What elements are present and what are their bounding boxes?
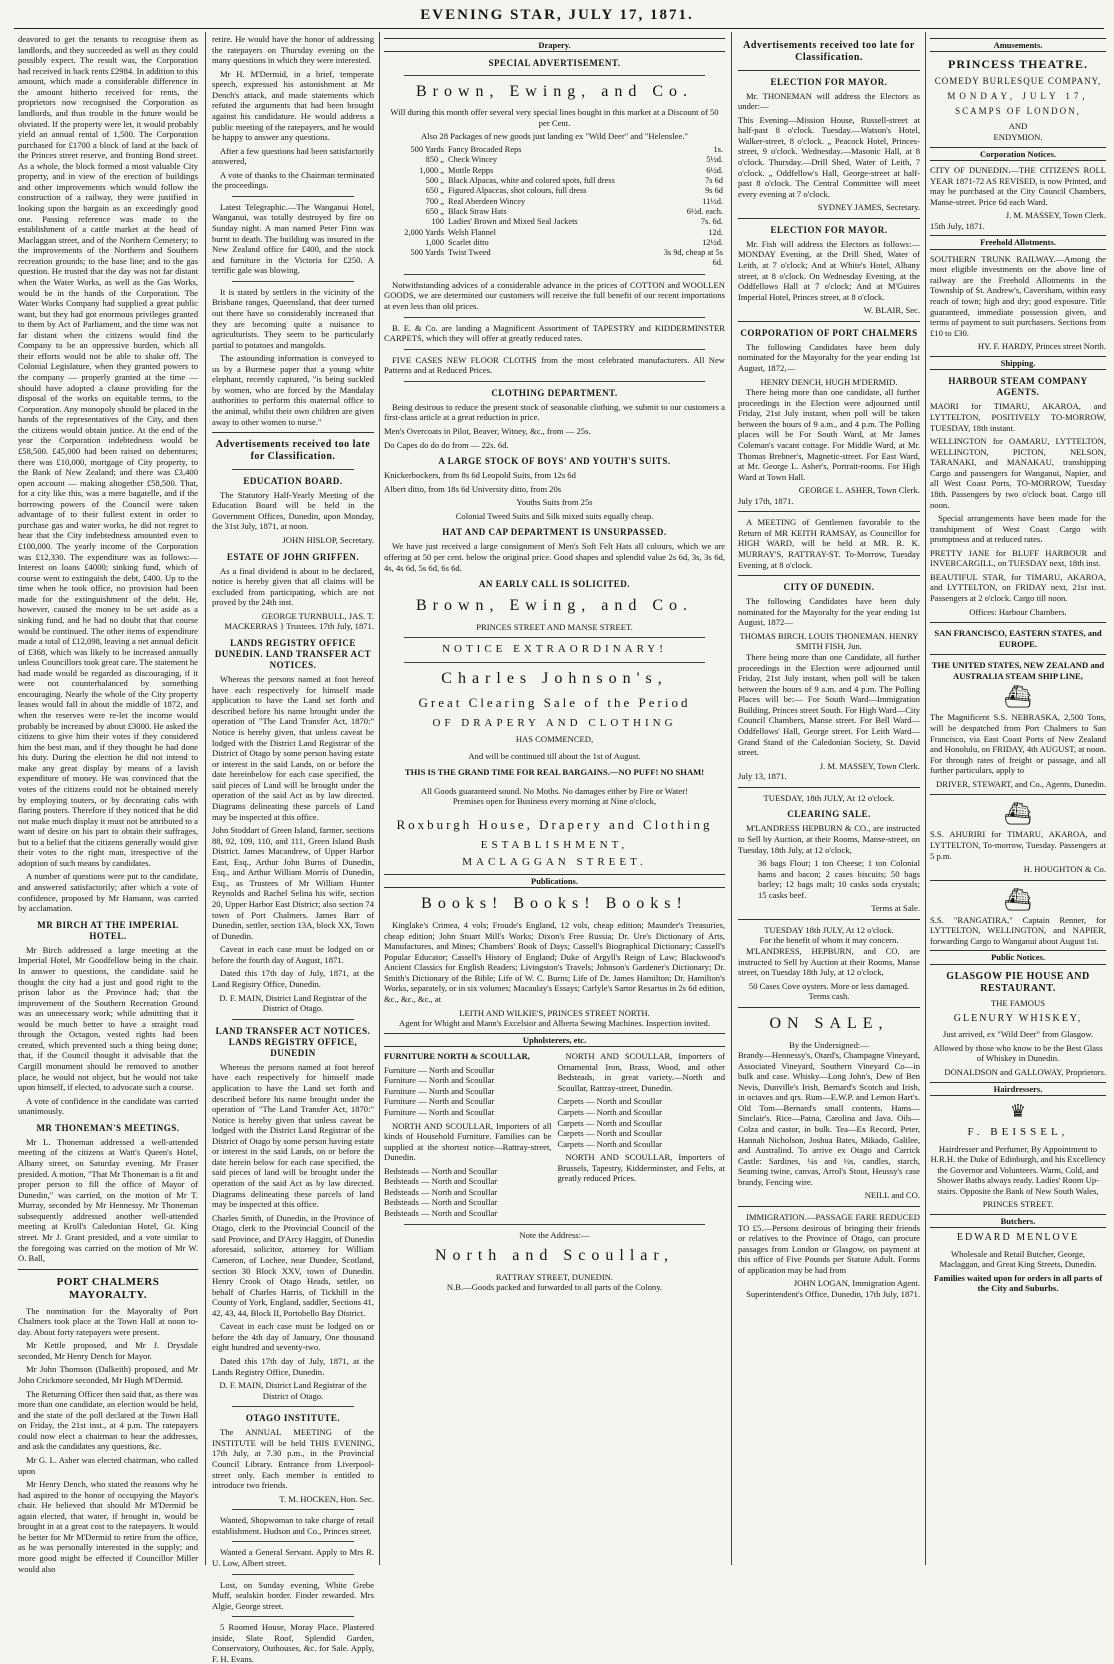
ad-text: FIVE CASES NEW FLOOR CLOTHS from the most celebrated manufacturers. All New Patterns and at Reduced Prices. xyxy=(384,354,725,376)
divider xyxy=(232,469,354,470)
goods-price: 12½d. xyxy=(702,237,723,247)
section-heading: Butchers. xyxy=(930,1214,1106,1228)
ad-list xyxy=(558,1096,726,1149)
divider xyxy=(232,1019,354,1020)
steamship-icon: ⛴ xyxy=(1004,801,1032,827)
goods-row xyxy=(384,197,725,207)
ad-title: ESTABLISHMENT, xyxy=(480,838,629,851)
ad-title: F. BEISSEL, xyxy=(967,1126,1069,1139)
ad-text: Dated this 17th day of July, 1871, at the Lands Registry Office, Dunedin. xyxy=(212,1356,374,1377)
ad-title: ELECTION FOR MAYOR. xyxy=(770,76,888,87)
upholstery-left xyxy=(384,1051,552,1218)
divider xyxy=(738,575,920,576)
ad-text: 50 Cases Cove oysters. More or less damaged. Terms cash. xyxy=(748,980,910,1002)
ad-text: Families waited upon for orders in all parts of the City and Suburbs. xyxy=(933,1272,1103,1294)
ad-title: MACLAGGAN STREET. xyxy=(462,856,647,869)
ad-text: S.S. AHURIRI for TIMARU, AKAROA, and LYTTELTON, To-morrow, Tuesday. Passengers at 5 p.m. xyxy=(930,829,1106,861)
ad-text: A MEETING of Gentlemen favorable to the Return of MR KEITH RAMSAY, as Councillor for HIGH WARD, will be held at MR. R. K. MURRAY'S, RATTRAY-ST. To-Morrow, Tuesday Evening, at 8 o'clock. xyxy=(738,517,920,570)
ad-text: Kinglake's Crimea, 4 vols; Froude's England, 12 vols, cheap edition; Maunder's Treasuries, cheap edition; John Stuart Mill's Works; Dixon's Free Russia; Dr. Ure's Dictionary of Arts, Manufactures, and Mines; Chambers' Book of Days; Cassell's Biographical Dictionary; Cassell's Popular Educator; Cassell's History of England; Duke of Argyll's Reign of Law; Blackwood's Ancient Classics for English Readers; Livingston's Travels; Johnson's Gardener's Dictionary; Dr. Smith's Dictionary of the Bible; Life of W. C. Burns; Life of Dr. James Hamilton; Dr. Hamilton's Works, separately, or in six volumes; Macaulay's Essays; Carlyle's Sartor Resartus in 2s 6d edition, &c., &c., &c., at xyxy=(384,920,725,1004)
goods-price: 1s. xyxy=(713,144,723,154)
divider xyxy=(404,637,705,638)
list-item: Bedsteads — North and Scoullar xyxy=(384,1165,498,1176)
ad-title: SPECIAL ADVERTISEMENT. xyxy=(488,58,621,69)
goods-quantity: 850 „ xyxy=(425,155,444,165)
article-text: Mr H. M'Dermid, in a brief, temperate speech, expressed his astonishment at Mr Dench's attack, and made statements which refuted the arguments that had been brought against his candidature. He would address a public meeting of the ratepayers, and he would be happy to answer any questions. xyxy=(212,68,374,143)
divider xyxy=(404,1224,705,1225)
steamship-icon: ⛴ xyxy=(1004,684,1032,710)
ad-title: ELECTION FOR MAYOR. xyxy=(770,224,888,235)
ad-title: NOTICE EXTRAORDINARY! xyxy=(442,643,667,656)
ad-text: S.S. "RANGATIRA," Captain Renner, for LYTTELTON, WELLINGTON, and NAPIER, forwarding Cargo to Wanganui about August 1st. xyxy=(930,914,1106,946)
ad-signature: GEORGE L. ASHER, Town Clerk. xyxy=(798,485,920,496)
article-text: Mr L. Thoneman addressed a well-attended meeting of the citizens at Watt's Queen's Hotel, Albany street, on Saturday evening. Mr Fraser presided. A motion, "That Mr Thoneman is a fit and proper person to fill the office of Mayor of Dunedin," was carried, on the motion of Mr T. Murray, seconded by Mr Hennessy. Mr Thoneman subsequently addressed another well-attended meeting at Kroll's Caledonian Hotel, Gt. King street. Mr J. Grant presided, and a vote similar to the foregoing was carried on the motion of Mr W. O. Ball, xyxy=(18,1136,198,1264)
ad-text: Albert ditto, from 18s 6d University ditto, from 20s xyxy=(384,483,562,494)
column-1 xyxy=(18,34,198,1574)
news-item: The astounding information is conveyed to us by a Burmese paper that a young white elephant, recently captured, "is being suckled by women, who are forced by the Mandalay authorities to perform this maternal office to the animal, whilst their own children are given away to other women to nurse." xyxy=(212,353,374,427)
ad-title: Books! Books! Books! xyxy=(421,895,688,913)
ad-text: M'LANDRESS HEPBURN & CO., are instructed to Sell by Auction, at their Rooms, Manse-street, on Tuesday, 18th July, at 12 o'clock, xyxy=(738,823,920,855)
column-divider xyxy=(731,32,732,1565)
list-item: Carpets — North and Scoullar xyxy=(557,1096,663,1107)
goods-description: Black Alpacas, white and colored spots, full dress xyxy=(448,175,615,185)
goods-row xyxy=(384,248,725,269)
article-text: A number of questions were put to the candidate, and answered satisfactorily; after which a vote of confidence, proposed by Mr Hamann, was carried by acclamation. xyxy=(18,871,198,914)
ad-text: Charles Smith, of Dunedin, in the Province of Otago, clerk to the Provincial Council of the said Province, and D'Arcy Haggitt, of Dunedin aforesaid, solicitor, attorney for William Cameron, of Lochee, near Dundee, Scotland, section 30 Block XXV, town of Dunedin. Henry Crook of Otago Heads, settler, on behalf of Charles Harris, of Tickhill in the County of York, England, saddler, Sections 41, 42, 43, 44, Block II, Portobello Bay District. xyxy=(212,1212,374,1318)
ad-text: NORTH AND SCOULLAR, Importers of Ornamental Iron, Brass, Wood, and other Bedsteads, in great variety.—North and Scoullar, Rattray-street, Dunedin. xyxy=(557,1051,725,1093)
theatre-name: PRINCESS THEATRE. xyxy=(948,57,1088,72)
article-heading: PORT CHALMERS MAYORALTY. xyxy=(56,1275,160,1302)
goods-description: Scarlet ditto xyxy=(448,237,489,247)
ad-title: HAT AND CAP DEPARTMENT IS UNSURPASSED. xyxy=(442,527,667,538)
section-heading: Corporation Notices. xyxy=(930,147,1106,161)
column-divider xyxy=(379,32,380,1565)
ad-title: LANDS REGISTRY OFFICE DUNEDIN. LAND TRANSFER ACT NOTICES. xyxy=(214,638,372,671)
goods-quantity: 100 xyxy=(431,217,444,227)
ad-title: OF DRAPERY AND CLOTHING xyxy=(432,716,677,729)
ad-text: Wanted a General Servant. Apply to Mrs R. U. Low, Albert street. xyxy=(212,1547,374,1568)
list-item: Carpets — North and Scoullar xyxy=(557,1117,663,1128)
ad-text: Hairdresser and Perfumer, By Appointment to H.R.H. the Duke of Edinburgh, and his Excellency the Governor and Volunteers. Warm, Cold, and Shower Baths always ready. Ladies' Room Up-stairs. Opposite the Bank of New South Wales, xyxy=(930,1143,1106,1196)
list-item: Bedsteads — North and Scoullar xyxy=(384,1208,498,1219)
article-text: Mr Birch addressed a large meeting at the Imperial Hotel, Mr Goodfellow being in the chair. In answer to questions, the candidate said he thought the city had a just and good right to the prison labor as the Province had; that the improvement of the Southern Recreation Ground was an unnecessary work; while admitting that it would be much better to have a straight road through the Octagon, vested rights had been created, which prevented such a thing being done; that, if the Council thought it advisable that the Cargill monument should be removed to another place, he would not object, but he would not take upon himself, if elected, to advocate such a course. xyxy=(18,944,198,1093)
ad-text: NORTH AND SCOULLAR, Importers of all kinds of Household Furniture. Families can be supplied at the shortest notice—Rattray-street, Dunedin. xyxy=(384,1120,552,1163)
goods-price: 9s 6d xyxy=(705,186,723,196)
divider xyxy=(404,274,705,275)
ad-title: COMEDY BURLESQUE COMPANY, xyxy=(934,76,1102,87)
ad-text: N.B.—Goods packed and forwarded to all parts of the Colony. xyxy=(446,1282,663,1293)
ad-text: Terms at Sale. xyxy=(871,903,920,914)
ad-text: As a final dividend is about to be declared, notice is hereby given that all claims will be excluded from participating, which are not proved by the 24th inst. xyxy=(212,565,374,608)
ad-text: And will be continued till about the 1st of August. xyxy=(468,750,641,761)
ad-text: Dated this 17th day of July, 1871, at the Land Registry Office, Dunedin. xyxy=(212,968,374,989)
article-text: The nomination for the Mayoralty of Port Chalmers took place at the Town Hall at noon to-day. About forty ratepayers were present. xyxy=(18,1305,198,1337)
ad-title: HARBOUR STEAM COMPANY AGENTS. xyxy=(948,376,1088,398)
list-item: Carpets — North and Scoullar xyxy=(557,1128,663,1139)
ad-text: We have just received a large consignment of Men's Soft Felt Hats all colours, which we are offering at 50 per cent. below the original price. Good shapes and splendid value 2s 6d, 3s, 3s 6d, 4s, 4s 6d, 5s 6d, 6s 6d. xyxy=(384,541,725,573)
ad-text: BEAUTIFUL STAR, for TIMARU, AKAROA, and LYTTELTON, on FRIDAY next, 21st inst. Passengers at 2 o'clock. Cargo till noon. xyxy=(930,571,1106,603)
upholstery-ads xyxy=(384,1051,725,1218)
ad-text: THIS IS THE GRAND TIME FOR REAL BARGAINS.—NO PUFF! NO SHAM! xyxy=(404,767,705,778)
ad-text: LEITH AND WILKIE'S, PRINCES STREET NORTH. xyxy=(459,1007,650,1018)
goods-price: 3s 9d, cheap at 5s 6d. xyxy=(663,248,723,268)
section-heading: Hairdressers. xyxy=(930,1082,1106,1096)
section-heading: Amusements. xyxy=(930,38,1106,52)
list-item: Furniture — North and Scoullar xyxy=(384,1096,495,1107)
ad-date: MONDAY, JULY 17, xyxy=(947,91,1089,102)
divider xyxy=(738,511,920,512)
royal-crest-icon: ♛ xyxy=(1009,1101,1027,1121)
ad-text: Note the Address:— xyxy=(519,1229,590,1240)
divider xyxy=(232,1574,354,1575)
list-item: Carpets — North and Scoullar xyxy=(557,1106,663,1117)
goods-quantity: 500 Yards xyxy=(410,248,444,258)
ad-text: Mr. THONEMAN will address the Electors as under:— xyxy=(738,90,920,112)
ad-title: OTAGO INSTITUTE. xyxy=(245,1413,341,1424)
article-text: The Returning Officer then said that, as there was more than one candidate, an election would be held, and the state of the poll declared at the Town Hall on Friday, the 21st inst., at 4 p.m. The ratepayers could now elect a chairman to hear the addresses, and ask the candidates any questions, &c. xyxy=(18,1388,198,1452)
steamship-icon: ⛴ xyxy=(1004,886,1032,912)
column-divider xyxy=(925,32,926,1565)
divider xyxy=(212,432,374,433)
ad-text: Wanted, Shopwoman to take charge of retail establishment. Hudson and Co., Princes street. xyxy=(212,1515,374,1536)
list-item: Carpets — North and Scoullar xyxy=(557,1138,663,1149)
ad-text: John Stoddart of Green Island, farmer, sections 88, 92, 109, 110, and 111, Green Island Bush District. James Macandrew, of Upper Harbor East, Esq., Arthur John Burns of Dunedin, Esq., and Arthur William Morris of Dunedin, Esq., as Trustees of Mr William Hunter Reynolds and Rachel Selina his wife, section 20, Upper Harbor East District; also section 74 town of Port Chalmers. James Barr of Dunedin, settler, section 13A, block XX, Town of Dunedin. xyxy=(212,825,374,941)
ad-date: 15th July, 1871. xyxy=(930,220,985,231)
list-item: Bedsteads — North and Scoullar xyxy=(384,1186,498,1197)
upholstery-right xyxy=(558,1051,726,1218)
goods-row xyxy=(384,155,725,165)
firm-name: Brown, Ewing, and Co. xyxy=(415,597,694,615)
divider xyxy=(232,1509,354,1510)
goods-description: Welsh Flannel xyxy=(448,227,496,237)
ad-list xyxy=(384,1166,552,1219)
article-text: Mr John Thomson (Dalkeith) proposed, and Mr John Crickmore seconded, Mr Hugh M'Dermid. xyxy=(18,1364,198,1386)
divider xyxy=(930,880,1106,881)
ad-title: GLENURY WHISKEY, xyxy=(953,1013,1083,1024)
list-item: Bedsteads — North and Scoullar xyxy=(384,1176,498,1187)
ad-text: Premises open for Business every morning at Nine o'clock, xyxy=(452,796,657,807)
ad-title: A LARGE STOCK OF BOYS' AND YOUTH'S SUITS. xyxy=(438,456,671,467)
ad-text: 36 bags Flour; 1 ton Cheese; 1 ton Colonial hams and bacon; 2 cases biscuits; 50 bags barley; 12 bags malt; 10 casks soda crystals; 15 casks beef. xyxy=(758,858,920,900)
ad-date: TUESDAY, 18th JULY, At 12 o'clock. xyxy=(763,792,895,803)
ad-text: Caveat in each case must be lodged on or before the fourth day of August, 1871. xyxy=(212,944,374,965)
goods-quantity: 700 „ xyxy=(425,196,444,206)
ad-signature: GEORGE TURNBULL, JAS. T. MACKERRAS } Trustees. 17th July, 1871. xyxy=(224,610,374,632)
divider xyxy=(930,794,1106,795)
ad-signature: HY. F. HARDY, Princes street North. xyxy=(977,341,1106,352)
article-text: A vote of confidence in the candidate was carried unanimously. xyxy=(18,1095,198,1117)
column-2 xyxy=(212,34,374,1664)
ad-text: Mr. Fish will address the Electors as follows:— MONDAY Evening, at the Drill Shed, Water of Leith, at 7 o'clock; And at White's Hotel, Albany street, at 8 o'clock. On Wednesday Evening, at the Oddfellows Hall at 7 o'clock; And at M'Guires Imperial Hotel, Princes street, at 8 o'clock. xyxy=(738,238,920,302)
goods-description: Black Straw Hats xyxy=(448,206,507,216)
column-divider xyxy=(205,32,206,1565)
ad-text: This Evening—Mission House, Russell-street at half-past 8 o'clock. Tuesday.—Watson's Hotel, Walker-street, 8 o'clock. „ Peacock Hotel, Princes-street, 9 o'clock. Wednesday.—Masonic Hall, at 8 o'clock. Thursday.—Drill Shed, Water of Leith, 7 o'clock. „ Oddfellow's Hall, George-street at half-past 8 o'clock. The Central Committee will meet every evening at 7 o'clock. xyxy=(738,114,920,199)
divider xyxy=(930,622,1106,623)
news-item: Latest Telegraphic.—The Wanganui Hotel, Wanganui, was totally destroyed by fire on Sunday night. A man named Peter Finn was burnt to death. The building was insured in the New Zealand office for £400, and the stock and furniture in the Victoria for £250. A terrific gale was blowing. xyxy=(212,201,374,276)
divider xyxy=(738,70,920,71)
ad-text: 5 Roomed House, Moray Place. Plastered inside, Slate Roof, Splendid Garden, Conservatory, Outhouses, &c. for Sale. Apply, F. H. Evans. xyxy=(212,1622,374,1664)
ad-text: Wholesale and Retail Butcher, George, Maclaggan, and Great King Streets, Dunedin. xyxy=(939,1248,1097,1270)
section-heading: Shipping. xyxy=(930,356,1106,370)
ad-text: IMMIGRATION.—PASSAGE FARE REDUCED TO £5.—Persons desirous of bringing their friends or relatives to the Province of Otago, can procure passages from London or Glasgow, on payment at this office of Five Pounds per Statute Adult. Forms of application may be had from xyxy=(738,1211,920,1275)
article-text: Mr G. L. Asher was elected chairman, who called upon xyxy=(18,1454,198,1476)
ad-title: ENDYMION. xyxy=(993,131,1043,142)
ad-text: Youths Suits from 25s xyxy=(516,497,593,508)
ad-text: There being more than one Candidate, all further proceedings in the Election were adjourned until Friday, 21st July instant, when poll will be taken between the hours of 9 a.m. and 4 p.m. The Polling Places will be:— For South Ward—Immigration Building, Princes street South. For High Ward—City Council Chambers, Manse street. For Bell Ward—Oddfellows' Hall, George street. For Leith Ward—Grand Stand of the Caledonian Society, St. David street. xyxy=(738,652,920,758)
goods-quantity: 650 „ xyxy=(425,186,444,196)
goods-description: Figured Alpaccas, shot colours, full dress xyxy=(448,186,587,196)
goods-row xyxy=(384,207,725,217)
goods-quantity: 1,000 xyxy=(425,237,444,247)
divider xyxy=(738,1206,920,1207)
ad-title: CORPORATION OF PORT CHALMERS xyxy=(740,327,918,338)
ad-title: ON SALE, xyxy=(769,1014,889,1032)
firm-name: Brown, Ewing, and Co. xyxy=(415,82,694,100)
article-heading: MR THONEMAN'S MEETINGS. xyxy=(36,1122,180,1133)
ad-text: Whereas the persons named at foot hereof have each respectively for himself made application to have the Land set forth and described before his name brought under the operation of "The Land Transfer Act, 1870:" Notice is hereby given, that unless caveat be lodged with the District Land Registrar of the District of Otago by some person having estate or interest in the said Lands, on or before the date hereinbelow for each case specified, the said pieces of Land will be brought under the operation of the said Act as by law directed. Diagrams delineating these parcels of Land may be inspected at this office. xyxy=(212,674,374,822)
goods-price: 11½d. xyxy=(702,196,723,206)
goods-description: Twist Tweed xyxy=(448,248,491,258)
firm-address: PRINCES STREET. xyxy=(982,1199,1054,1210)
divider xyxy=(930,654,1106,655)
section-heading: Freehold Allotments. xyxy=(930,235,1106,249)
goods-description: Mottle Repps xyxy=(448,165,494,175)
ad-text: There being more than one candidate, all further proceedings in the Election were adjourned until Friday, 21st July instant, when poll will be taken between the hours of 9 a.m., and 4 p.m. The Polling places will be For South Ward, at Mr James Coleman's vacant cottage. For Middle Ward, at Mr. Thomas Brebner's, Magnetic-street. For East Ward, at Mr. George L. Asher's, Portrait-rooms. For High Ward at Town Hall. xyxy=(738,387,920,482)
section-heading: Advertisements received too late for Classification. xyxy=(215,439,371,463)
ad-signature: T. M. HOCKEN, Hon. Sec. xyxy=(279,1493,374,1504)
goods-table xyxy=(384,145,725,269)
divider xyxy=(232,1406,354,1407)
goods-quantity: 650 „ xyxy=(425,206,444,216)
goods-row xyxy=(384,217,725,227)
ad-title: SCAMPS OF LONDON, xyxy=(955,106,1081,117)
masthead: EVENING STAR, JULY 17, 1871. xyxy=(420,7,694,23)
column-4 xyxy=(738,34,920,1564)
news-item: It is stated by settlers in the vicinity of the Brisbane ranges, Queensland, that deer turned out there have so considerably increased that they are becoming quite a nuisance to agriculturists. They seem to be particularly partial to potatoes and mangolds. xyxy=(212,286,374,350)
ad-text: Men's Overcoats in Pilot, Beaver, Witney, &c., from — 25s. xyxy=(384,425,591,436)
ad-text: Will during this month offer several very special lines bought in this market at a Discount of 50 per Cent. xyxy=(390,107,719,128)
article-text: Mr Henry Dench, who stated the reasons why he had aspired to the honor of occupying the Mayor's chair. He believed that should Mr M'Dermid be again elected, that water, if brought in, would be brought in at a great cost to the ratepayers. It would be better for Mr M'Dermid to retire from the office, as he was personally interested in the supply; and more good might be effected if Councillor Miller would also xyxy=(18,1479,198,1574)
ad-text: Knickerbockers, from 8s 6d Leopold Suits, from 12s 6d xyxy=(384,470,576,481)
ad-title: CLOTHING DEPARTMENT. xyxy=(491,387,618,398)
goods-description: Ladies' Brown and Mixed Seal Jackets xyxy=(448,217,578,227)
firm-name: Roxburgh House, Drapery and Clothing xyxy=(396,816,713,832)
divider xyxy=(404,317,705,318)
ad-date: TUESDAY 18th JULY, At 12 o'clock. xyxy=(764,924,894,935)
ad-text: THE FAMOUS xyxy=(990,998,1046,1009)
ad-signature: DRIVER, STEWART, and Co., Agents, Dunedin. xyxy=(936,778,1106,789)
ad-title: EDWARD MENLOVE xyxy=(956,1232,1080,1244)
article-heading: MR BIRCH AT THE IMPERIAL HOTEL. xyxy=(37,919,179,941)
list-item: Furniture — North and Scoullar xyxy=(384,1085,495,1096)
ad-title: GLASGOW PIE HOUSE AND RESTAURANT. xyxy=(946,970,1090,995)
ad-text: Notwithstanding advices of a considerable advance in the prices of COTTON and WOOLLEN GOODS, we are determined our customers will receive the full benefit of our recent importations at even less than old prices. xyxy=(384,279,725,311)
ad-text: Just arrived, ex "Wild Deer" from Glasgow. xyxy=(942,1029,1094,1040)
ad-text: AND xyxy=(1008,121,1028,132)
ad-text: The following Candidates have been duly nominated for the Mayoralty for the year ending 1st August, 1872— xyxy=(738,596,920,628)
divider xyxy=(404,381,705,382)
ad-text: By the Undersigned:— xyxy=(789,1039,869,1050)
ad-text: Do Capes do do do from — 22s. 6d. xyxy=(384,439,509,450)
ad-text: The Statutory Half-Yearly Meeting of the Education Board will be held in the Government Offices, Dunedin, upon Monday, the 31st July, 1871, at noon. xyxy=(212,489,374,532)
divider xyxy=(404,349,705,350)
ad-text: Also 28 Packages of new goods just landing ex "Wild Deer" and "Helenslee." xyxy=(421,131,688,142)
divider xyxy=(738,787,920,788)
ad-signature: J. M. MASSEY, Town Clerk. xyxy=(819,760,920,771)
ad-title: THE UNITED STATES, NEW ZEALAND and AUSTRALIA STEAM SHIP LINE, xyxy=(931,660,1105,681)
list-item: Furniture — North and Scoullar xyxy=(384,1075,495,1086)
divider xyxy=(232,1541,354,1542)
ad-signature: W. BLAIR, Sec. xyxy=(863,305,920,316)
ad-text: Brandy—Hennessy's, Otard's, Champagne Vineyard, Associated Vineyard, Southern Vineyard Co—in bulk and case. Whisky—Long John's, Dew of Ben Nevis, Dunville's Irish, Bernard's Scotch and Irish, in octaves and qrs. Rum—E.W.P. and Lemon Hart's. Old Tom—Bernard's small contents. Hams—Sinclair's. Rice—Patna, Carolina and Java. Oils—Colza and castor, in bulk. Tea—Ex Record, Peter, Hannah Nicholson, Joshua Bates, Mikado, Galilee, and Australind. To arrive ex Otago and Carrick Castle: Sardines, ¼s and ½s, candles, starch, Seaming twine, canvas, Arrol's Stout, Heussy's case brandy, Fencing wire. xyxy=(738,1050,920,1187)
section-heading: Upholsterers, etc. xyxy=(384,1033,725,1047)
ad-title: LAND TRANSFER ACT NOTICES. LANDS REGISTRY OFFICE, DUNEDIN xyxy=(215,1025,371,1058)
goods-description: Fancy Brocaded Reps xyxy=(448,144,522,154)
goods-row xyxy=(384,145,725,155)
goods-row xyxy=(384,238,725,248)
ad-text: HENRY DENCH, HUGH M'DERMID. xyxy=(760,376,898,387)
ad-signature: JOHN HISLOP, Secretary. xyxy=(282,535,374,546)
goods-price: 12d. xyxy=(708,227,723,237)
list-item: Bedsteads — North and Scoullar xyxy=(384,1197,498,1208)
ad-title: ESTATE OF JOHN GRIFFEN. xyxy=(226,551,360,562)
goods-row xyxy=(384,176,725,186)
ad-text: The ANNUAL MEETING of the INSTITUTE will be held THIS EVENING, 17th July, at 7.30 p.m., in the Provincial Council Library. Entrance from Liverpool-street only. Each member is entitled to introduce two friends. xyxy=(212,1427,374,1491)
ad-signature: D. F. MAIN, District Land Registrar of the District of Otago. xyxy=(219,1380,367,1401)
ad-title: AN EARLY CALL IS SOLICITED. xyxy=(478,579,631,590)
goods-price: 5½d. xyxy=(706,155,723,165)
goods-price: 7s 6d xyxy=(705,175,723,185)
ad-text: All Goods guaranteed sound. No Moths. No damages either by Fire or Water! xyxy=(421,785,688,796)
section-heading: Public Notices. xyxy=(930,950,1106,964)
ad-text: Caveat in each case must be lodged on or before the 4th day of January, One thousand eight hundred and seventy-two. xyxy=(212,1321,374,1353)
column-5 xyxy=(930,34,1106,1564)
article-text: Mr Kettle proposed, and Mr J. Drysdale seconded, Mr Henry Dench for Mayor. xyxy=(18,1340,198,1361)
goods-quantity: 1,000 „ xyxy=(419,165,444,175)
ad-text: NORTH AND SCOULLAR, Importers of Brussels, Tapestry, Kidderminster, and Felts, at greatly reduced Prices. xyxy=(557,1152,725,1184)
ad-text: The Magnificent S.S. NEBRASKA, 2,500 Tons, will be despatched from Port Chalmers to San Francisco, via East Coast Ports of New Zealand and Honolulu, on FRIDAY, 4th AUGUST, at noon. For through rates of freight or passage, and all further particulars, apply to xyxy=(930,712,1106,776)
divider xyxy=(18,1269,198,1270)
goods-row xyxy=(384,228,725,238)
firm-name: North and Scoullar, xyxy=(434,1247,675,1265)
firm-address: RATTRAY STREET, DUNEDIN. xyxy=(495,1271,614,1282)
ad-title: CITY OF DUNEDIN. xyxy=(783,582,875,593)
ad-title: Great Clearing Sale of the Period xyxy=(418,694,691,710)
column-3 xyxy=(384,34,725,1564)
article-text: retire. He would have the honor of addressing the ratepayers on Thursday evening on the many questions in which they were interested. xyxy=(212,34,374,66)
section-heading: Advertisements received too late for Classification. xyxy=(743,40,915,64)
ad-signature: JOHN LOGAN, Immigration Agent. Superintendent's Office, Dunedin, 17th July, 1871. xyxy=(746,1278,920,1299)
ad-text: MAORI for TIMARU, AKAROA, and LYTTELTON, POSITIVELY TO-MORROW, TUESDAY, 18th instant. xyxy=(930,401,1106,433)
ad-text: Lost, on Sunday evening, White Grebe Muff, sealskin border. Finder rewarded. Mrs Algie, George street. xyxy=(212,1579,374,1611)
ad-text: THOMAS BIRCH. LOUIS THONEMAN. HENRY SMITH FISH, Jun. xyxy=(739,630,919,652)
section-heading: Publications. xyxy=(384,874,725,888)
ad-signature: NEILL and CO. xyxy=(864,1190,920,1201)
ad-text: B. E. & Co. are landing a Magnificent Assortment of TAPESTRY and KIDDERMINSTER CARPETS, which they will offer at greatly reduced rates. xyxy=(384,322,725,344)
ad-signature: SYDNEY JAMES, Secretary. xyxy=(817,202,920,213)
ad-title: CLEARING SALE. xyxy=(787,809,871,820)
ad-signature: DONALDSON and GALLOWAY, Proprietors. xyxy=(944,1066,1106,1077)
ad-text: Whereas the persons named at foot hereof have each respectively for himself made application to have the Land set forth and described before his name brought under the operation of "The Land Transfer Act, 1870:" Notice is hereby given that unless caveat be lodged with the District Land Registrar of the District of Otago by some person having estate or interest in the said Lands, on or before the date herein below for each case specified, the said pieces of land will be brought under the operation of the said Act as by law directed. Diagrams delineating these parcels of land may be inspected at this office. xyxy=(212,1061,374,1210)
divider xyxy=(232,1616,354,1617)
article-text: A vote of thanks to the Chairman terminated the proceedings. xyxy=(212,169,374,191)
ad-text: Offices: Harbour Chambers. xyxy=(969,606,1067,617)
ad-text: WELLINGTON for OAMARU, LYTTELTON, WELLINGTON, PICTON, NELSON, TARANAKI, and MANAKAU, transhipping Cargo and passengers for Wanganui, Napier, and all West Coast Ports, TO-MORROW, Tuesday 18th. Passengers by two o'clock boat. Cargo till noon. xyxy=(930,436,1106,510)
ad-text: The following Candidates have been duly nominated for the Mayoralty for the year ending 1st August, 1872,— xyxy=(738,341,920,374)
ad-signature: D. F. MAIN, District Land Registrar of the District of Otago. xyxy=(219,992,367,1014)
ad-text: Colonial Tweed Suits and Silk mixed suits equally cheap. xyxy=(455,510,654,521)
section-heading: Drapery. xyxy=(384,38,725,52)
goods-quantity: 500 „ xyxy=(425,175,444,185)
goods-quantity: 2,000 Yards xyxy=(404,227,444,237)
ad-text: PRETTY JANE for BLUFF HARBOUR and INVERCARGILL, on TUESDAY next, 18th inst. xyxy=(930,547,1106,569)
goods-price: 6½d. each. xyxy=(686,206,723,216)
firm-address: PRINCES STREET AND MANSE STREET. xyxy=(476,621,633,632)
divider xyxy=(404,662,705,663)
goods-row xyxy=(384,166,725,176)
ad-text: HAS COMMENCED, xyxy=(515,734,594,745)
divider xyxy=(738,321,920,322)
ad-title: FURNITURE NORTH & SCOULLAR, xyxy=(384,1051,530,1062)
goods-description: Real Aberdeen Wincey xyxy=(448,196,526,206)
ad-date: July 17th, 1871. xyxy=(738,495,794,506)
divider xyxy=(232,196,354,197)
ad-signature: H. HOUGHTON & Co. xyxy=(1023,864,1106,875)
divider xyxy=(738,1007,920,1008)
ad-title: SAN FRANCISCO, EASTERN STATES, and EUROPE. xyxy=(934,628,1102,649)
ad-text: Being desirous to reduce the present stock of seasonable clothing, we submit to our customers a first-class article at a great reduction in price. xyxy=(384,401,725,423)
ad-text: SOUTHERN TRUNK RAILWAY.—Among the most eligible investments on the above line of railway are the Freehold Allotments in the Township of St. Andrew's, Caversham, within easy reach of town; high and dry; good exposure. Title guaranteed, immediate possession given, and terms of payment to suit purchasers. Sections from £10 to £30. xyxy=(930,253,1106,338)
divider xyxy=(404,75,705,76)
firm-name: Charles Johnson's, xyxy=(441,669,668,687)
divider xyxy=(738,919,920,920)
ad-text: Allowed by those who know to be the Best Glass of Whiskey in Dunedin. xyxy=(933,1042,1103,1064)
ad-text: For the benefit of whom it may concern. xyxy=(759,935,899,946)
article-text: After a few questions had been satisfactorily answered, xyxy=(212,145,374,167)
ad-text: Special arrangements have been made for the transhipment of West Coast Cargo with promptness and at reduced rates. xyxy=(930,513,1106,545)
divider xyxy=(738,218,920,219)
ad-signature: J. M. MASSEY, Town Clerk. xyxy=(1005,210,1106,221)
goods-description: Check Wincey xyxy=(448,155,498,165)
ad-list xyxy=(384,1065,552,1118)
divider xyxy=(232,281,354,282)
ad-text: CITY OF DUNEDIN.—THE CITIZEN'S ROLL YEAR 1871-72 AS REVISED, is now Printed, and may be purchased at the City Council Chambers, Manse-street. Price 6d each Ward. xyxy=(930,164,1106,207)
article-text: deavored to get the tenants to recognise them as landlords, and they succeeded as well as they could possibly expect. The result was, the Corporation had received in back rents £2984. In addition to this amount, which made a considerable difference in the amount hitherto received for rents, the proprietors now recognised the Corporation as landlords, and thus trouble in the future would be obviated. If the property were let, it would probably yield an annual rental of 1,500. The Corporation purchased for £1700 a block of land at the back of the Princes street reserve, and fronting Bond street. As a whole, the block formed a most valuable City property, and in view of the erection of buildings and other improvements which would follow the construction of a railway, they were justified in looking upon the bargain as an exceedingly good one. Passing reference was made to the establishment of a cattle market at the head of Maclaggan street, and of the Northern Cemetery; to the improvements of the Northern and Southern recreation grounds; to the base line; and to the gas question. He trusted that the day was not far distant when the Water Works, as well as the Gas Works, would be in the hands of the Corporation. The Water Works Company had supplied a great public want, but they had got enormous privileges granted to them by Act of Parliament, and the time was not far distant when the citizens would find the Company to be an oppressive burden, which all their efforts would not be able to shake off. The Colonial Legislature, when they granted powers to the company — properly granted at the time — should have adopted a clause providing for the disposal of the works on equitable terms, to the Corporation. Any monopoly should be placed in the hands of the representatives of the City, and then the citizens would obtain justice. At the end of the year the Corporation indebtedness would be £58,500. £45,000 had been raised on debentures; there was £10,000, mortgage of City property, to the Bank of New Zealand; and there was £3,400 open account — making altogether £58,500. That, for a city like this, was a mere bagatelle, and if the borrowing powers of the Council were taken advantage of to their fullest extent in order to purchase gas and water works, he did not regret to hear that the City indebtedness amounted even to £100,000. The yearly income of the Corporation was £12,330. The expenditure was as follows:— Interest on loans £4000; sinking fund, which of course went to extinguish the debt, £400. Up to the time when he took office, no provision had been made for the extinguishment of the debt. He, however, caused the money to be set aside as a sinking fund, and he had no doubt that that course would be continued. The other items of expenditure made a total of £12,098, leaving a net annual deficit of £368, which was likely to be increased annually unless Councillors took great care. The statement he had made would be regarded as discouraging, if it were not counterbalanced by something encouraging. Nearly the whole of the City property leases would fall in about the middle of 1872, and when the reserves were re-let the income would probably be increased by about £3000. He asked the citizens to give him their votes if they considered him the best man, and if they thought he had done his duty. During the election he did not intend to make any great display by means of a lavish expenditure of money. He was convinced that the votes of the citizens could not be obtained merely by employing touters, or by decorating cabs with flaring posters. Therefore if they noticed that he did not make much display it must not be attributed to a want of desire on his part to obtain their suffrages, but to a belief that the citizens generally would give their votes to the right man, irrespective of the adoption of such means by candidates. xyxy=(18,34,198,868)
goods-quantity: 500 Yards xyxy=(410,144,444,154)
goods-price: 6½d. xyxy=(706,165,723,175)
ad-date: July 13, 1871. xyxy=(738,771,787,782)
goods-row xyxy=(384,186,725,196)
list-item: Furniture — North and Scoullar xyxy=(384,1106,495,1117)
ad-title: EDUCATION BOARD. xyxy=(243,475,343,486)
goods-price: 7s. 6d. xyxy=(700,217,723,227)
ad-text: M'LANDRESS, HEPBURN, and CO. are instructed to Sell by Auction at their Rooms, Manse street, on Tuesday 18th July, at 12 o'clock, xyxy=(738,946,920,978)
masthead-rule xyxy=(14,28,1104,29)
ad-text: Agent for Whight and Mann's Excelsior and Alberta Sewing Machines. Inspection invited. xyxy=(399,1018,710,1029)
list-item: Furniture — North and Scoullar xyxy=(384,1064,495,1075)
